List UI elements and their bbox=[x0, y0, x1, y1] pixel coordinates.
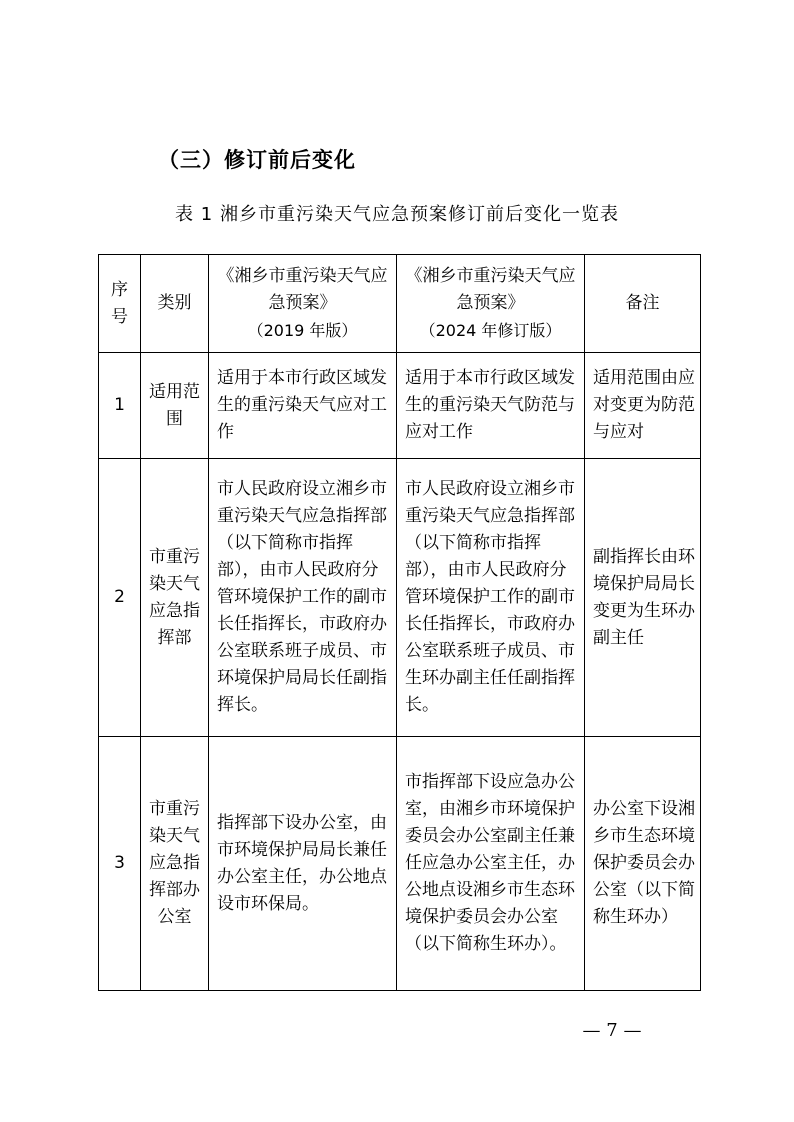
row-category: 市重污染天气应急指挥部办公室 bbox=[141, 737, 209, 991]
row-new-text: 适用于本市行政区域发生的重污染天气防范与应对工作 bbox=[397, 353, 585, 459]
row-no: 3 bbox=[99, 737, 141, 991]
header-old-year: （2019 年版） bbox=[247, 321, 358, 340]
table-row bbox=[99, 459, 701, 737]
row-old-text: 适用于本市行政区域发生的重污染天气应对工作 bbox=[209, 353, 397, 459]
row-old-text: 市人民政府设立湘乡市重污染天气应急指挥部（以下简称市指挥部），由市人民政府分管环境保护工作的副市长任指挥长，市政府办公室联系班子成员、市环境保护局局长任副指挥长。 bbox=[209, 459, 397, 737]
header-new-year: （2024 年修订版） bbox=[419, 321, 562, 340]
header-category: 类别 bbox=[141, 255, 209, 353]
page-number: — 7 — bbox=[582, 1020, 642, 1041]
table-row bbox=[99, 353, 701, 459]
header-old-title: 《湘乡市重污染天气应急预案》 bbox=[217, 266, 388, 313]
row-note: 适用范围由应对变更为防范与应对 bbox=[585, 353, 701, 459]
table-caption: 表 1 湘乡市重污染天气应急预案修订前后变化一览表 bbox=[175, 204, 619, 225]
row-no: 1 bbox=[99, 353, 141, 459]
table-row bbox=[99, 737, 701, 991]
row-note: 办公室下设湘乡市生态环境保护委员会办公室（以下简称生环办） bbox=[585, 737, 701, 991]
row-note: 副指挥长由环境保护局局长变更为生环办副主任 bbox=[585, 459, 701, 737]
row-old-text: 指挥部下设办公室，由市环境保护局局长兼任办公室主任，办公地点设市环保局。 bbox=[209, 737, 397, 991]
row-category: 市重污染天气应急指挥部 bbox=[141, 459, 209, 737]
row-no: 2 bbox=[99, 459, 141, 737]
header-no: 序号 bbox=[99, 255, 141, 353]
row-new-text: 市人民政府设立湘乡市重污染天气应急指挥部（以下简称市指挥部），由市人民政府分管环境保护工作的副市长任指挥长，市政府办公室联系班子成员、市生环办副主任任副指挥长。 bbox=[397, 459, 585, 737]
comparison-table bbox=[98, 254, 701, 991]
header-old-version bbox=[209, 255, 397, 353]
table-header-row bbox=[99, 255, 701, 353]
header-new-title: 《湘乡市重污染天气应急预案》 bbox=[405, 266, 576, 313]
row-category: 适用范围 bbox=[141, 353, 209, 459]
header-new-version bbox=[397, 255, 585, 353]
section-heading: （三）修订前后变化 bbox=[158, 148, 356, 172]
row-new-text: 市指挥部下设应急办公室，由湘乡市环境保护委员会办公室副主任兼任应急办公室主任，办公地点设湘乡市生态环境保护委员会办公室（以下简称生环办）。 bbox=[397, 737, 585, 991]
header-note: 备注 bbox=[585, 255, 701, 353]
